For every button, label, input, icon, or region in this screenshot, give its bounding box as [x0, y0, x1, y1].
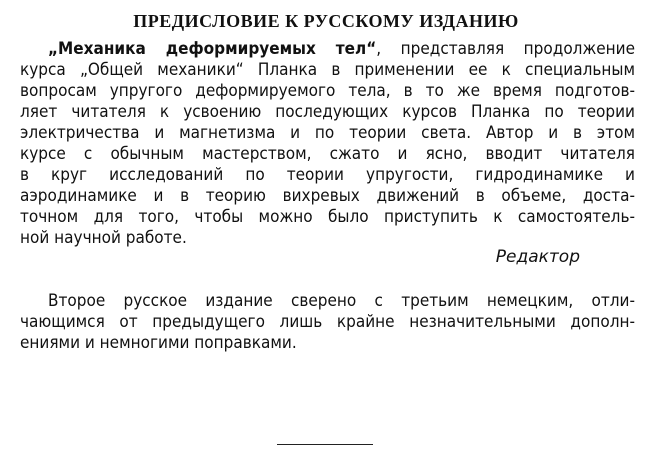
- text-line: ляет читателя к усвоению последующих курсов Планка по теории: [20, 102, 635, 122]
- text-line: в круг исследований по теории упругости, гидродинамике и: [20, 165, 635, 185]
- closing-rule: [277, 444, 373, 445]
- text-line: ениями и немногими поправками.: [20, 333, 297, 353]
- text-line: Второе русское издание сверено с третьим немецким, отли-: [48, 291, 635, 311]
- text-line: чающимся от предыдущего лишь крайне незначительными дополн-: [20, 312, 635, 332]
- text-line: вопросам упругого деформируемого тела, в то же время подготов-: [20, 81, 635, 101]
- text-line: точном для того, чтобы можно было приступить к самостоятель-: [20, 207, 635, 227]
- text-line: [48, 39, 635, 60]
- editor-signature: Редактор: [495, 247, 580, 267]
- line-continuation: , представляя продолжение: [376, 39, 635, 59]
- text-line: электричества и магнетизма и по теории света. Автор и в этом: [20, 123, 635, 143]
- text-line: курсе с обычным мастерством, сжато и ясно, вводит читателя: [20, 144, 635, 164]
- text-line: аэродинамике и в теорию вихревых движений в объеме, доста-: [20, 186, 635, 206]
- text-line: курса „Общей механики“ Планка в применении ее к специальным: [20, 60, 635, 80]
- page-heading: ПРЕДИСЛОВИЕ К РУССКОМУ ИЗДАНИЮ: [133, 11, 519, 31]
- text-line: ной научной работе.: [20, 228, 187, 248]
- book-title: „Механика деформируемых тел“: [48, 39, 377, 59]
